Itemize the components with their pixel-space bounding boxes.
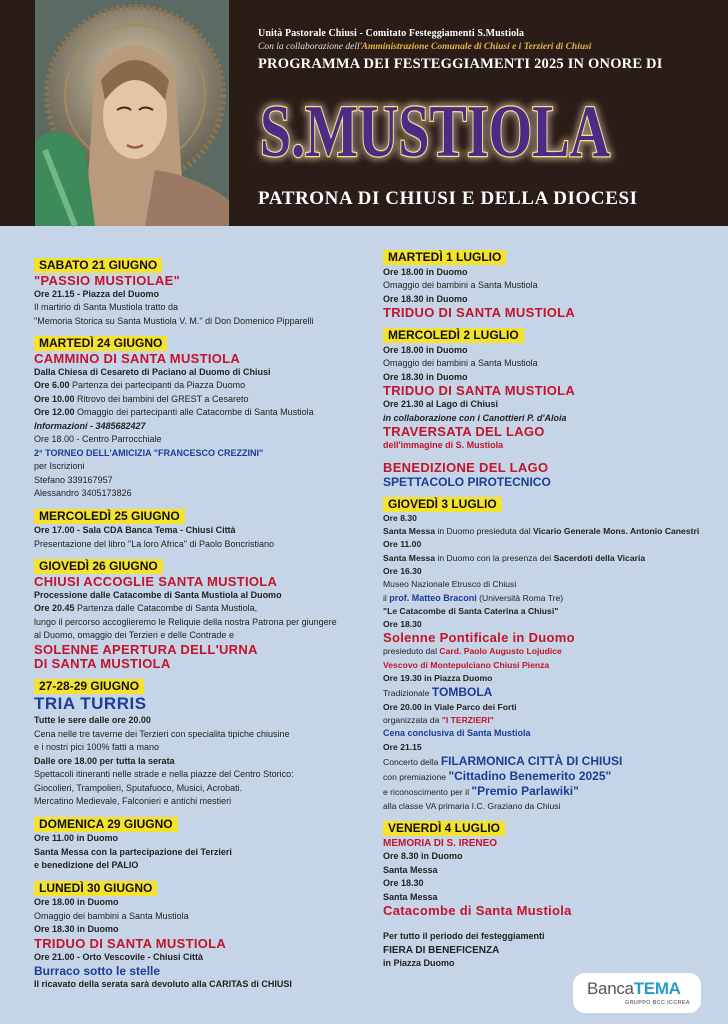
event-line: Ore 16.30 [383, 565, 422, 576]
event-line: Mercatino Medievale, Falconieri e antichi mestieri [34, 796, 232, 806]
event-day [34, 501, 364, 552]
footer-line: in Piazza Duomo [383, 958, 455, 969]
event-line [34, 393, 364, 407]
event-line: Ore 18.30 [383, 619, 422, 630]
event-line [383, 754, 713, 769]
footer-line: FIERA DI BENEFICENZA [383, 944, 500, 956]
event-line: Ore 8.30 in Duomo [383, 851, 463, 862]
left-column [34, 250, 364, 992]
event-text: (Università Roma Tre) [476, 592, 564, 603]
right-column [383, 250, 713, 971]
event-title: Burraco sotto le stelle [34, 964, 161, 978]
event-line [383, 685, 713, 700]
event-time: Ore 10.00 [34, 393, 75, 404]
sponsor-name [587, 979, 681, 999]
event-line [383, 525, 713, 538]
event-line: Spettacoli itineranti nelle strade e nella piazze del Centro Storico: [34, 769, 294, 779]
event-line: Ore 18.30 [383, 878, 424, 889]
event-text: Concerto della [383, 756, 441, 767]
event-text: e riconoscimento per il [383, 787, 472, 798]
event-text: Partenza dalle Catacombe di Santa Mustiola, [77, 603, 258, 613]
event-title: SOLENNE APERTURA DELL'URNA [34, 641, 258, 657]
date-header: 27-28-29 GIUGNO [34, 679, 144, 694]
sponsor-logo [573, 973, 701, 1013]
collaboration-line [258, 42, 718, 52]
event-line: Santa Messa con la partecipazione dei Terzieri [34, 846, 232, 857]
event-line: Ore 11.00 in Duomo [34, 833, 119, 843]
event-line: Ore 18.00 - Centro Parrocchiale [34, 434, 162, 444]
speaker-name: prof. Matteo Braconi [389, 592, 477, 603]
event-text: Santa Messa [383, 552, 436, 563]
event-line: Ore 18.00 in Duomo [383, 266, 468, 277]
event-line: Ore 8.30 [383, 512, 417, 523]
event-text: Omaggio dei partecipanti alle Catacombe di Santa Mustiola [77, 407, 314, 417]
event-line: Omaggio dei bambini a Santa Mustiola [383, 280, 538, 290]
event-title: CAMMINO DI SANTA MUSTIOLA [34, 350, 241, 366]
date-header: MERCOLEDÌ 2 LUGLIO [383, 328, 524, 343]
event-line: e i nostri pici 100% fatti a mano [34, 742, 160, 752]
event-line: Tutte le sere dalle ore 20.00 [34, 715, 151, 725]
event-day [383, 242, 713, 320]
event-line [34, 406, 364, 420]
event-text: in Duomo presieduta dal [435, 526, 534, 537]
event-line: Ore 18.00 in Duomo [34, 897, 119, 907]
event-text: Sacerdoti della Vicaria [553, 552, 646, 563]
event-line [34, 602, 364, 616]
event-title: BENEDIZIONE DEL LAGO [383, 459, 549, 475]
event-day [34, 671, 364, 809]
event-text: Tradizionale [383, 688, 432, 699]
event-line [383, 552, 713, 565]
event-text: con premiazione [383, 772, 449, 783]
event-time: Ore 6.00 [34, 380, 70, 390]
event-line [383, 645, 713, 658]
sponsor-sub: GRUPPO BCC ICCREA [625, 1000, 690, 1006]
event-text: in Duomo con la presenza dei [435, 552, 554, 563]
event-title: TRIDUO DI SANTA MUSTIOLA [34, 935, 227, 951]
date-header: GIOVEDÌ 26 GIUGNO [34, 559, 163, 574]
event-line: Ore 11.00 [383, 539, 422, 550]
event-line: Ore 18.30 in Duomo [383, 293, 468, 304]
footer-note [383, 930, 713, 971]
concert-title: FILARMONICA CITTÀ DI CHIUSI [440, 753, 623, 768]
event-line: Dalle ore 18.00 per tutta la serata [34, 755, 175, 766]
event-line: Ore 19.30 in Piazza Duomo [383, 673, 493, 684]
event-line: e benedizione del PALIO [34, 860, 139, 870]
event-line: Ore 21.15 - Piazza del Duomo [34, 288, 160, 299]
event-line: Giocolieri, Trampolieri, Sputafuoco, Musici, Acrobati. [34, 782, 243, 793]
event-line [383, 592, 713, 605]
header-banner [0, 0, 728, 226]
event-line: Santa Messa [383, 891, 438, 902]
event-title: TRIDUO DI SANTA MUSTIOLA [383, 305, 576, 320]
event-line: Santa Messa [383, 864, 438, 875]
event-line: Presentazione del libro "La loro Africa" di Paolo Boncristiano [34, 538, 275, 549]
event-title: DI SANTA MUSTIOLA [34, 655, 171, 671]
event-text: Santa Messa [383, 526, 436, 537]
event-line: Ore 18.30 in Duomo [34, 924, 119, 934]
collab-highlight: Amministrazione Comunale di Chiusi e i Terzieri di Chiusi [361, 42, 592, 52]
event-line: Il martirio di Santa Mustiola tratto da [34, 302, 179, 312]
event-line: Vescovo di Montepulciano Chiusi Pienza [383, 659, 550, 670]
event-line: lungo il percorso accoglieremo le Reliquie della nostra Patrona per giungere [34, 616, 337, 627]
event-line: Ore 20.00 in Viale Parco dei Forti [383, 701, 517, 712]
date-header: VENERDÌ 4 LUGLIO [383, 821, 505, 836]
event-line: Museo Nazionale Etrusco di Chiusi [383, 579, 517, 590]
event-line: Cena nelle tre taverne dei Terzieri con specialita tipiche chiusine [34, 728, 290, 739]
event-title: TRAVERSATA DEL LAGO [383, 424, 545, 439]
event-text: Vicario Generale Mons. Antonio Canestri [533, 526, 700, 537]
event-line: in collaborazione con i Canottieri P. d'Aloia [383, 412, 567, 423]
event-line: Ore 21.30 al Lago di Chiusi [383, 399, 499, 409]
date-header: SABATO 21 GIUGNO [34, 258, 162, 273]
main-title-text: S.MUSTIOLA [260, 91, 610, 173]
award-title: "Premio Parlawiki" [471, 784, 579, 799]
event-text: il [383, 592, 390, 603]
event-time: Ore 20.45 [34, 603, 75, 613]
event-line: per Iscrizioni [34, 461, 85, 471]
event-title: TRIDUO DI SANTA MUSTIOLA [383, 383, 576, 398]
event-text: organizzata da [383, 714, 442, 725]
tombola-title: TOMBOLA [431, 685, 493, 700]
event-line: Dalla Chiesa di Cesareto di Paciano al Duomo di Chiusi [34, 366, 271, 377]
event-line: Ore 21.00 - Orto Vescovile - Chiusi Città [34, 951, 204, 962]
event-day [34, 551, 364, 671]
event-line: Ore 18.00 in Duomo [383, 344, 468, 355]
organizer-line: Unità Pastorale Chiusi - Comitato Festeggiamenti S.Mustiola [258, 28, 525, 39]
event-line [34, 379, 364, 393]
date-header: MARTEDÌ 1 LUGLIO [383, 250, 506, 265]
info-line: Informazioni - 3485682427 [34, 420, 146, 431]
program-line: PROGRAMMA DEI FESTEGGIAMENTI 2025 IN ONORE DI [258, 56, 663, 72]
event-line: Ore 18.30 in Duomo [383, 371, 468, 382]
sponsor-name-b: TEMA [633, 979, 681, 998]
organizer-name: "I TERZIERI" [441, 714, 494, 725]
event-line [383, 769, 713, 784]
event-title: "PASSIO MUSTIOLAE" [34, 272, 181, 288]
event-title: TRIA TURRIS [34, 694, 147, 713]
event-day [383, 320, 713, 489]
event-line: Processione dalle Catacombe di Santa Mustiola al Duomo [34, 589, 282, 600]
event-line: Omaggio dei bambini a Santa Mustiola [34, 910, 189, 921]
event-day [34, 250, 364, 328]
date-header: LUNEDÌ 30 GIUGNO [34, 881, 157, 896]
event-line: Omaggio dei bambini a Santa Mustiola [383, 358, 538, 368]
event-text: Ritrovo dei bambini del GREST a Cesareto [77, 393, 249, 404]
collab-prefix: Con la collaborazione dell' [258, 42, 362, 52]
event-day [34, 809, 364, 873]
footer-line: Per tutto il periodo dei festeggiamenti [383, 931, 545, 942]
event-line: "Le Catacombe di Santa Caterina a Chiusi" [383, 605, 559, 616]
tournament-title: 2° TORNEO DELL'AMICIZIA "FRANCESCO CREZZINI" [34, 447, 264, 458]
event-line: "Memoria Storica su Santa Mustiola V. M." di Don Domenico Pipparelli [34, 315, 314, 326]
date-header: GIOVEDÌ 3 LUGLIO [383, 497, 502, 512]
event-text: Partenza dei partecipanti da Piazza Duomo [72, 380, 246, 390]
event-line: Ore 21.15 [383, 741, 422, 752]
event-line: Il ricavato della serata sarà devoluto alla CARITAS di CHIUSI [34, 979, 292, 989]
event-title: CHIUSI ACCOGLIE SANTA MUSTIOLA [34, 573, 278, 589]
saint-portrait-image [35, 0, 229, 226]
event-title: Solenne Pontificale in Duomo [383, 630, 575, 646]
event-day [34, 328, 364, 501]
date-header: MARTEDÌ 24 GIUGNO [34, 336, 167, 351]
sponsor-name-a: Banca [587, 979, 634, 998]
event-line: Ore 17.00 - Sala CDA Banca Tema - Chiusi Città [34, 525, 236, 535]
contact-line: Alessandro 3405173826 [34, 488, 132, 498]
event-title: MEMORIA DI S. IRENEO [383, 837, 498, 849]
event-day [383, 489, 713, 814]
main-title [256, 80, 616, 174]
cardinal-name: Card. Paolo Augusto Lojudice [439, 646, 562, 657]
event-line [383, 784, 713, 799]
event-line: al Duomo, omaggio dei Terzieri e delle Contrade e [34, 630, 234, 640]
event-line: alla classe VA primaria I.C. Graziano da Chiusi [383, 800, 561, 811]
event-line: Cena conclusiva di Santa Mustiola [383, 728, 531, 739]
date-header: DOMENICA 29 GIUGNO [34, 817, 178, 832]
event-title: SPETTACOLO PIROTECNICO [383, 474, 551, 489]
event-title: Catacombe di Santa Mustiola [383, 903, 572, 919]
event-day [383, 813, 713, 918]
date-header: MERCOLEDÌ 25 GIUGNO [34, 509, 185, 524]
event-day [34, 873, 364, 992]
event-text: presieduto dal [383, 646, 440, 657]
event-line [383, 714, 713, 727]
event-subtitle: dell'immagine di S. Mustiola [383, 440, 504, 450]
contact-line: Stefano 339167957 [34, 474, 113, 485]
subtitle: PATRONA DI CHIUSI E DELLA DIOCESI [258, 188, 638, 209]
event-time: Ore 12.00 [34, 407, 75, 417]
award-title: "Cittadino Benemerito 2025" [448, 769, 612, 784]
